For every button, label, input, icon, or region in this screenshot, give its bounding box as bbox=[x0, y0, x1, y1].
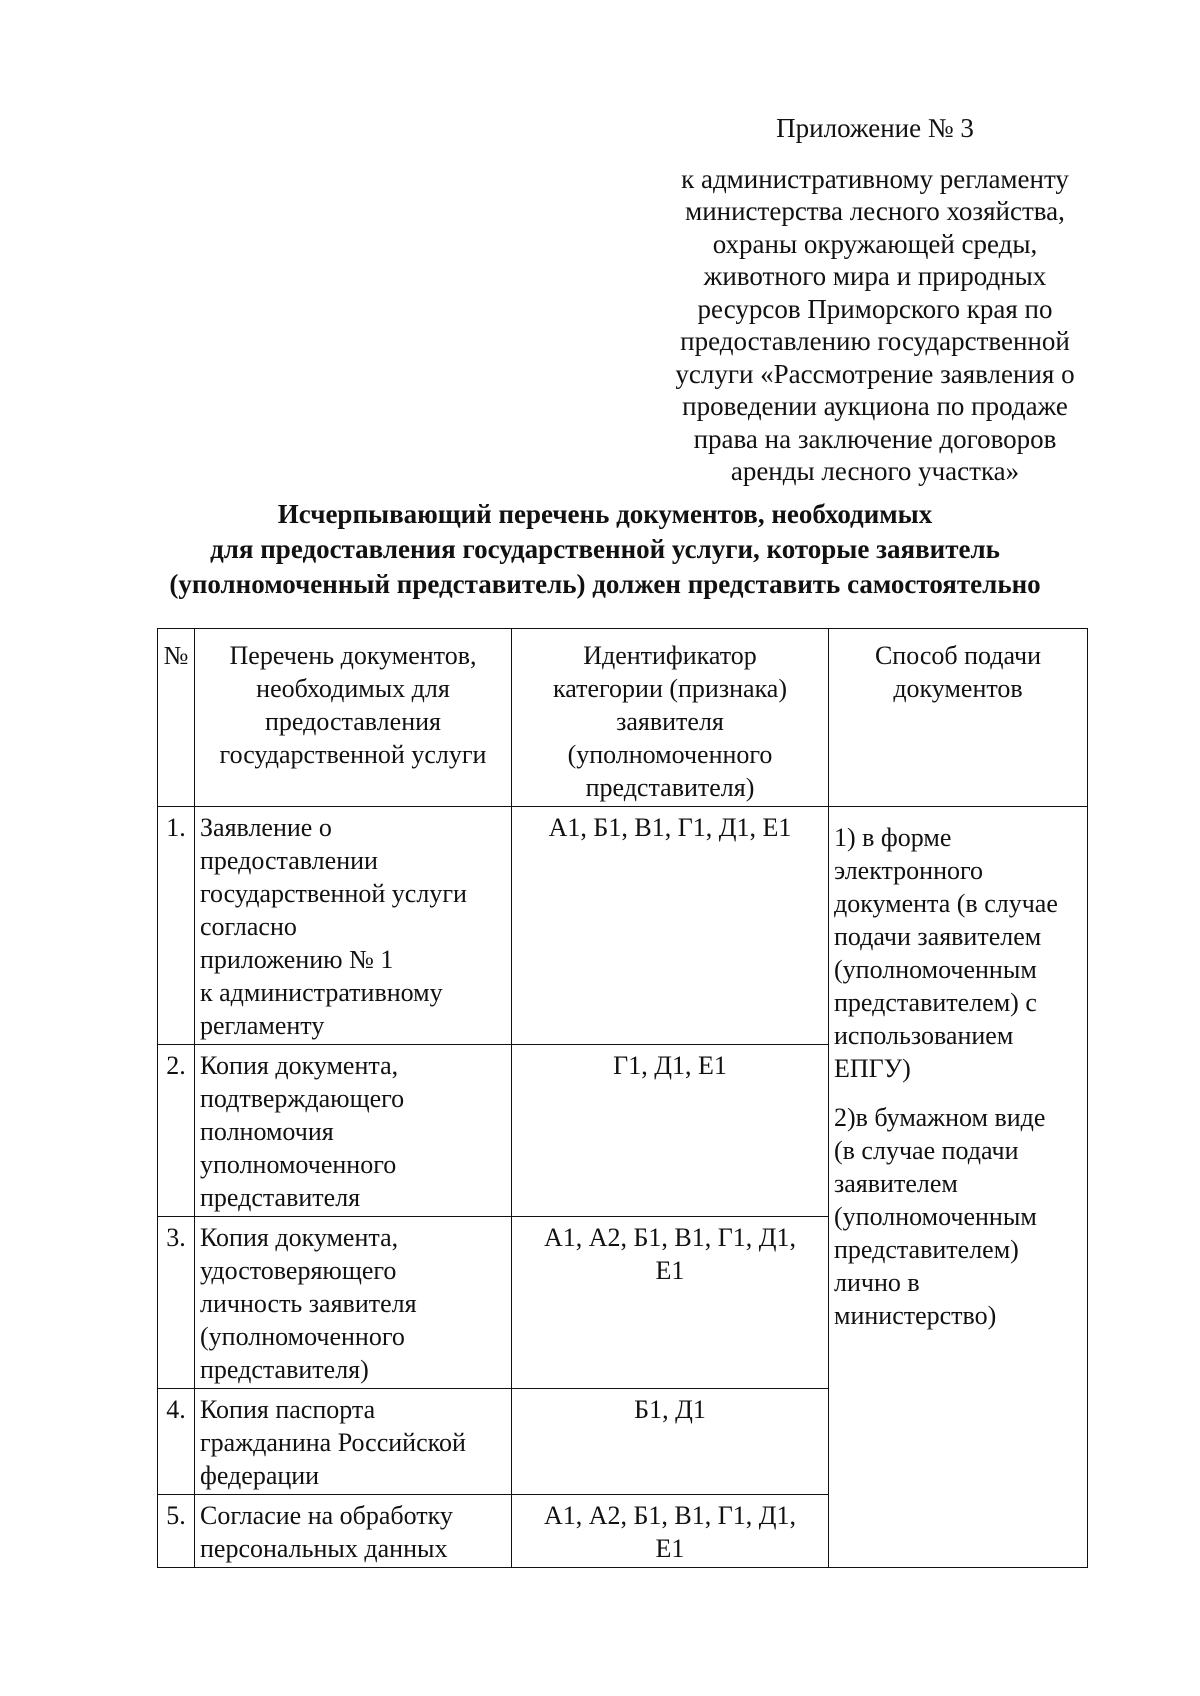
appendix-header bbox=[640, 112, 1110, 488]
header-document-list: Перечень документов, необходимых для предоставления государственной услуги bbox=[195, 629, 512, 807]
header-number: № bbox=[158, 629, 195, 807]
row-number: 4. bbox=[158, 1389, 195, 1495]
row-number: 5. bbox=[158, 1495, 195, 1568]
appendix-title: Приложение № 3 bbox=[776, 113, 974, 143]
submission-method-paper: 2)в бумажном виде (в случае подачи заявителем (уполномоченным представителем) лично в министерство) bbox=[834, 1103, 1046, 1330]
row-category: А1, Б1, В1, Г1, Д1, Е1 bbox=[512, 807, 829, 1045]
table-header-row bbox=[158, 629, 1088, 807]
row-category: Г1, Д1, Е1 bbox=[512, 1045, 829, 1217]
submission-method-cell bbox=[829, 807, 1088, 1568]
document-heading bbox=[100, 497, 1110, 602]
appendix-reference-text: к административному регламенту министерства лесного хозяйства, охраны окружающей среды, животного мира и природных ресурсов Приморского края по предоставлению государственной услуги «Рассмотрение заявления о проведении аукциона по продаже права на заключение договоров аренды лесного участка» bbox=[675, 163, 1075, 486]
row-document: Копия документа, подтверждающего полномочия уполномоченного представителя bbox=[195, 1045, 512, 1217]
submission-method-electronic: 1) в форме электронного документа (в случае подачи заявителем (уполномоченным представителем) с использованием ЕПГУ) bbox=[834, 823, 1058, 1083]
row-document: Копия документа, удостоверяющего личность заявителя (уполномоченного представителя) bbox=[195, 1217, 512, 1389]
header-applicant-category: Идентификатор категории (признака) заявителя (уполномоченного представителя) bbox=[512, 629, 829, 807]
row-document: Копия паспорта гражданина Российской федерации bbox=[195, 1389, 512, 1495]
row-category: Б1, Д1 bbox=[512, 1389, 829, 1495]
table-row bbox=[158, 807, 1088, 1045]
row-category: А1, А2, Б1, В1, Г1, Д1, Е1 bbox=[512, 1495, 829, 1568]
row-document: Заявление о предоставлении государственной услуги согласно приложению № 1 к административному регламенту bbox=[195, 807, 512, 1045]
document-heading-line-1: Исчерпывающий перечень документов, необходимых bbox=[277, 499, 933, 529]
documents-table bbox=[157, 628, 1088, 1568]
header-submission-method: Способ подачи документов bbox=[829, 629, 1088, 807]
row-document: Согласие на обработку персональных данных bbox=[195, 1495, 512, 1568]
document-heading-line-3: (уполномоченный представитель) должен представить самостоятельно bbox=[169, 569, 1041, 599]
document-heading-line-2: для предоставления государственной услуги, которые заявитель bbox=[210, 534, 1000, 564]
row-number: 1. bbox=[158, 807, 195, 1045]
row-category: А1, А2, Б1, В1, Г1, Д1, Е1 bbox=[512, 1217, 829, 1389]
row-number: 2. bbox=[158, 1045, 195, 1217]
row-number: 3. bbox=[158, 1217, 195, 1389]
